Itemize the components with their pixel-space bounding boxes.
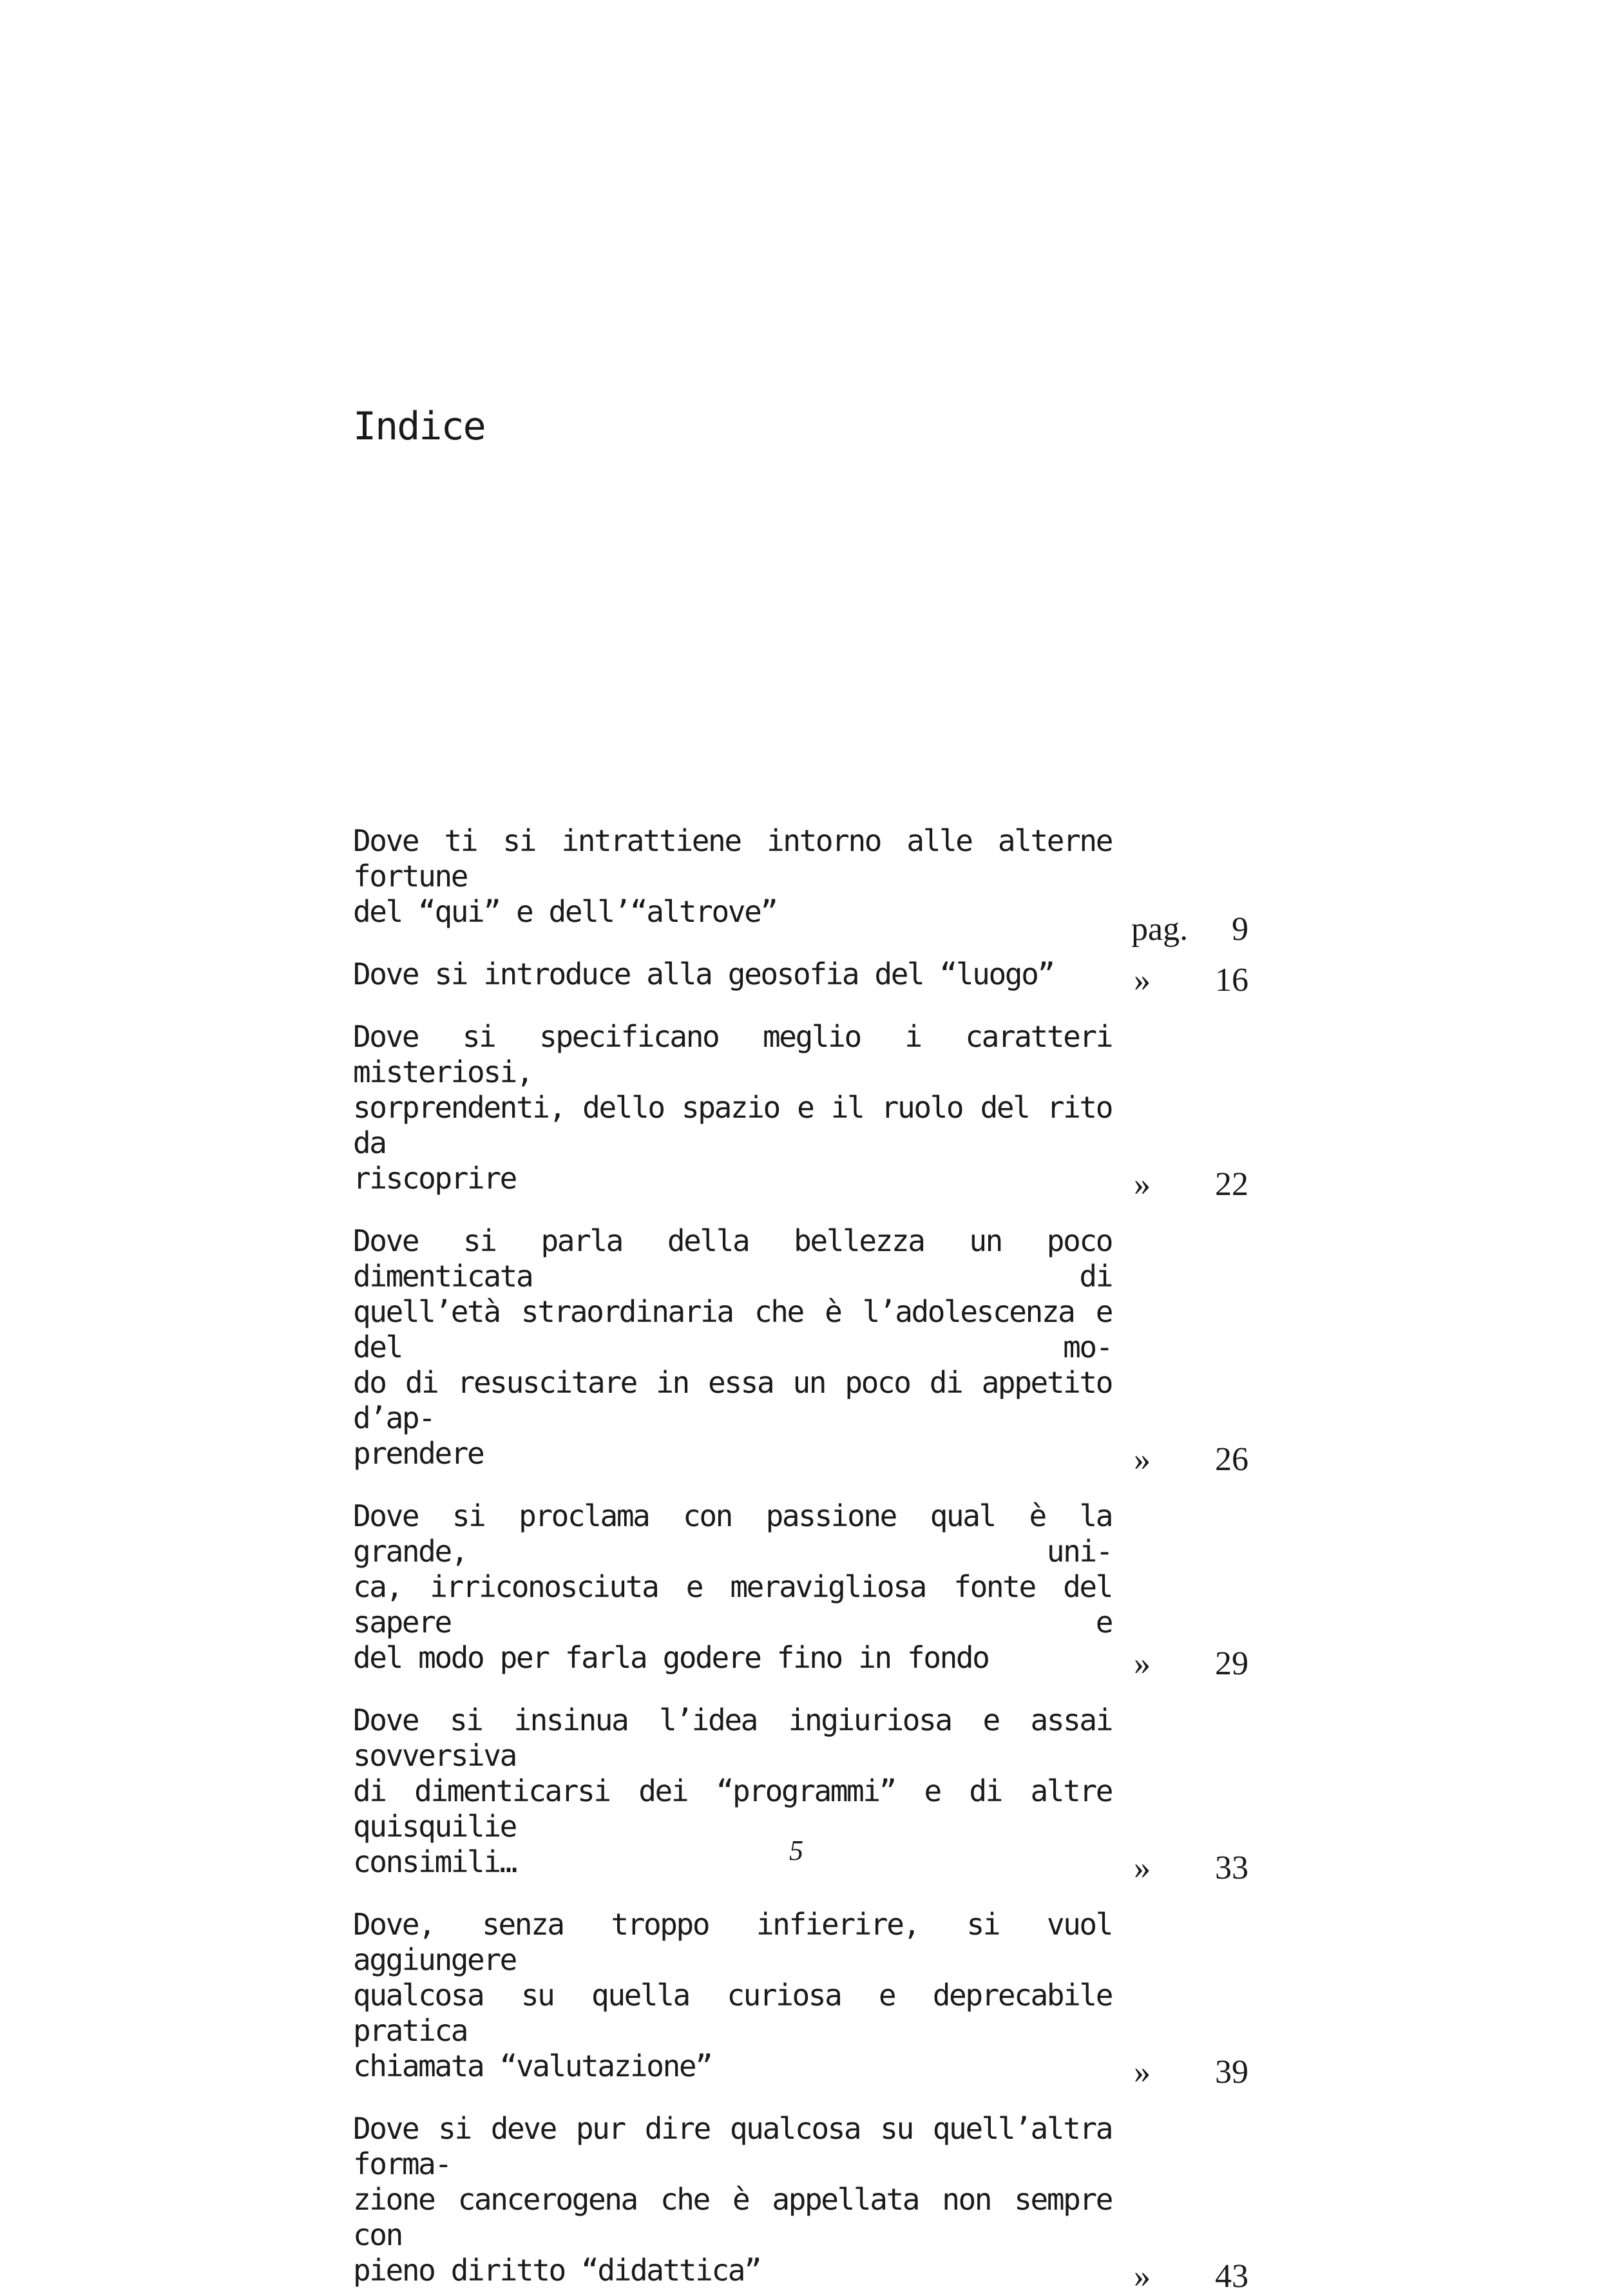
toc-entry-line: Dove si specificano meglio i caratteri misteriosi, [353,1019,1112,1089]
toc-entry-title [353,1223,1112,1471]
toc-entry-line: do di resuscitare in essa un poco di appetito d’ap- [353,1365,1112,1435]
toc-entry-line: Dove si introduce alla geosofia del “luogo” [353,957,1054,991]
toc-entry-line: qualcosa su quella curiosa e deprecabile pratica [353,1978,1112,2048]
toc-entry-line: zione cancerogena che è appellata non sempre con [353,2182,1112,2252]
toc-entry-title [353,1019,1112,1196]
toc-page-number: 26 [1215,1441,1248,1478]
toc-entry [353,1498,1248,1682]
toc-page-marker: » [1134,2258,1151,2295]
page-title: Indice [353,404,485,449]
toc-entry-line: Dove, senza troppo infierire, si vuol aggiungere [353,1907,1112,1977]
toc-page-number: 9 [1232,911,1248,948]
toc-entry-line: ca, irriconosciuta e meravigliosa fonte del sapere e [353,1569,1112,1640]
toc-entry-title [353,1907,1112,2084]
toc-page-marker: » [1134,1850,1151,1886]
toc-entry-line: riscoprire [353,1161,516,1196]
toc-entry [353,2111,1248,2295]
toc-entry-title [353,823,1112,930]
toc-page-marker: » [1134,1645,1151,1682]
toc-entry-title [353,957,1112,992]
toc-entry-line: Dove si proclama con passione qual è la grande, uni- [353,1498,1112,1569]
toc-entry-title [353,1703,1112,1880]
toc-entry-line: consimili… [353,1844,516,1879]
toc-entry-line: prendere [353,1436,484,1471]
toc-entry-line: di dimenticarsi dei “programmi” e di altre quisquilie [353,1774,1112,1844]
toc-page-marker: » [1134,962,1151,999]
table-of-contents [353,823,1248,2295]
toc-entry [353,1223,1248,1478]
toc-entry-line: sorprendenti, dello spazio e il ruolo del rito da [353,1090,1112,1160]
toc-entry-line: chiamata “valutazione” [353,2049,712,2083]
toc-page-number: 43 [1215,2258,1248,2295]
toc-page-marker: pag. [1131,911,1189,948]
toc-entry [353,1907,1248,2090]
toc-page-number: 39 [1215,2054,1248,2090]
toc-entry [353,823,1248,948]
toc-entry [353,1019,1248,1203]
toc-entry-line: Dove si deve pur dire qualcosa su quell’altra forma- [353,2111,1112,2181]
toc-page-number: 16 [1215,962,1248,999]
toc-page-marker: » [1134,1441,1151,1478]
toc-page-marker: » [1134,1166,1151,1203]
toc-page-number: 22 [1215,1166,1248,1203]
toc-entry-line: del “qui” e dell’“altrove” [353,894,777,929]
toc-entry-line: pieno diritto “didattica” [353,2253,761,2288]
toc-entry-line: Dove si parla della bellezza un poco dimenticata di [353,1223,1112,1294]
toc-entry-line: Dove si insinua l’idea ingiuriosa e assai sovversiva [353,1703,1112,1773]
toc-page-marker: » [1134,2054,1151,2090]
toc-entry-title [353,1498,1112,1676]
toc-entry [353,957,1248,999]
toc-page-number: 33 [1215,1850,1248,1886]
page-number: 5 [789,1835,803,1866]
toc-page-number: 29 [1215,1645,1248,1682]
toc-entry-title [353,2111,1112,2288]
toc-entry-line: del modo per farla godere fino in fondo [353,1640,989,1675]
toc-entry-line: quell’età straordinaria che è l’adolescenza e del mo- [353,1294,1112,1364]
toc-entry-line: Dove ti si intrattiene intorno alle alterne fortune [353,823,1112,894]
